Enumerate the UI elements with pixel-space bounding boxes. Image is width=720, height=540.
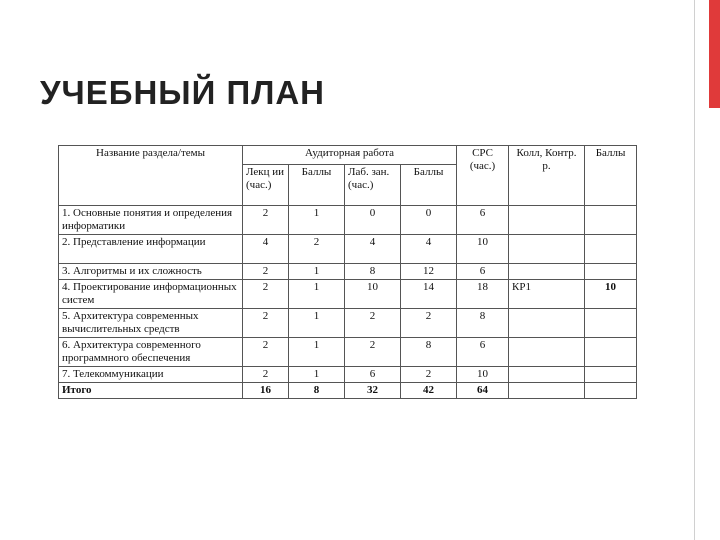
table-row xyxy=(59,280,637,309)
row-lecture-points: 1 xyxy=(289,264,345,280)
total-lectures: 16 xyxy=(243,383,289,399)
row-srs: 10 xyxy=(457,367,509,383)
row-control: КР1 xyxy=(509,280,585,309)
total-control xyxy=(509,383,585,399)
table-row xyxy=(59,206,637,235)
table-row xyxy=(59,309,637,338)
row-lab-points: 8 xyxy=(401,338,457,367)
row-lab-points: 2 xyxy=(401,367,457,383)
table-row xyxy=(59,264,637,280)
total-srs: 64 xyxy=(457,383,509,399)
row-name: 5. Архитектура современных вычислительных средств xyxy=(59,309,243,338)
row-control xyxy=(509,264,585,280)
row-lectures: 2 xyxy=(243,338,289,367)
row-labs: 6 xyxy=(345,367,401,383)
row-name: 3. Алгоритмы и их сложность xyxy=(59,264,243,280)
row-lecture-points: 1 xyxy=(289,338,345,367)
header-section: Название раздела/темы xyxy=(59,146,243,206)
row-lab-points: 4 xyxy=(401,235,457,264)
row-labs: 0 xyxy=(345,206,401,235)
row-control xyxy=(509,309,585,338)
row-lecture-points: 2 xyxy=(289,235,345,264)
row-name: 4. Проектирование информационных систем xyxy=(59,280,243,309)
curriculum-table xyxy=(58,145,637,399)
row-control xyxy=(509,367,585,383)
row-name: 1. Основные понятия и определения информатики xyxy=(59,206,243,235)
row-points xyxy=(585,235,637,264)
row-points xyxy=(585,264,637,280)
row-labs: 2 xyxy=(345,309,401,338)
row-name: 7. Телекоммуникации xyxy=(59,367,243,383)
row-srs: 8 xyxy=(457,309,509,338)
total-lab-points: 42 xyxy=(401,383,457,399)
row-name: 2. Представление информации xyxy=(59,235,243,264)
row-labs: 4 xyxy=(345,235,401,264)
row-name: 6. Архитектура современного программного обеспечения xyxy=(59,338,243,367)
row-lab-points: 14 xyxy=(401,280,457,309)
row-points xyxy=(585,367,637,383)
slide-edge-line xyxy=(694,0,695,540)
row-lectures: 2 xyxy=(243,206,289,235)
total-points xyxy=(585,383,637,399)
total-lecture-points: 8 xyxy=(289,383,345,399)
header-labs: Лаб. зан. (час.) xyxy=(345,165,401,206)
table-row-total xyxy=(59,383,637,399)
table-row xyxy=(59,235,637,264)
row-lectures: 2 xyxy=(243,264,289,280)
table-row xyxy=(59,338,637,367)
row-labs: 8 xyxy=(345,264,401,280)
header-lectures: Лекц ии (час.) xyxy=(243,165,289,206)
header-auditorium: Аудиторная работа xyxy=(243,146,457,165)
row-lectures: 2 xyxy=(243,309,289,338)
row-lectures: 4 xyxy=(243,235,289,264)
row-points: 10 xyxy=(585,280,637,309)
row-lecture-points: 1 xyxy=(289,206,345,235)
row-srs: 6 xyxy=(457,206,509,235)
row-control xyxy=(509,235,585,264)
row-points xyxy=(585,206,637,235)
row-srs: 18 xyxy=(457,280,509,309)
row-labs: 2 xyxy=(345,338,401,367)
header-srs: СРС (час.) xyxy=(457,146,509,206)
slide-title: УЧЕБНЫЙ ПЛАН xyxy=(40,74,326,111)
row-lecture-points: 1 xyxy=(289,309,345,338)
table-row xyxy=(59,367,637,383)
row-lab-points: 2 xyxy=(401,309,457,338)
header-lecture-points: Баллы xyxy=(289,165,345,206)
header-lab-points: Баллы xyxy=(401,165,457,206)
row-lecture-points: 1 xyxy=(289,280,345,309)
header-points: Баллы xyxy=(585,146,637,206)
row-control xyxy=(509,206,585,235)
row-control xyxy=(509,338,585,367)
row-lecture-points: 1 xyxy=(289,367,345,383)
header-control: Колл, Контр. р. xyxy=(509,146,585,206)
row-srs: 10 xyxy=(457,235,509,264)
total-name: Итого xyxy=(59,383,243,399)
row-labs: 10 xyxy=(345,280,401,309)
row-srs: 6 xyxy=(457,264,509,280)
row-lectures: 2 xyxy=(243,280,289,309)
total-labs: 32 xyxy=(345,383,401,399)
row-lab-points: 0 xyxy=(401,206,457,235)
row-srs: 6 xyxy=(457,338,509,367)
row-lab-points: 12 xyxy=(401,264,457,280)
row-points xyxy=(585,309,637,338)
row-points xyxy=(585,338,637,367)
row-lectures: 2 xyxy=(243,367,289,383)
accent-bar xyxy=(709,0,720,108)
